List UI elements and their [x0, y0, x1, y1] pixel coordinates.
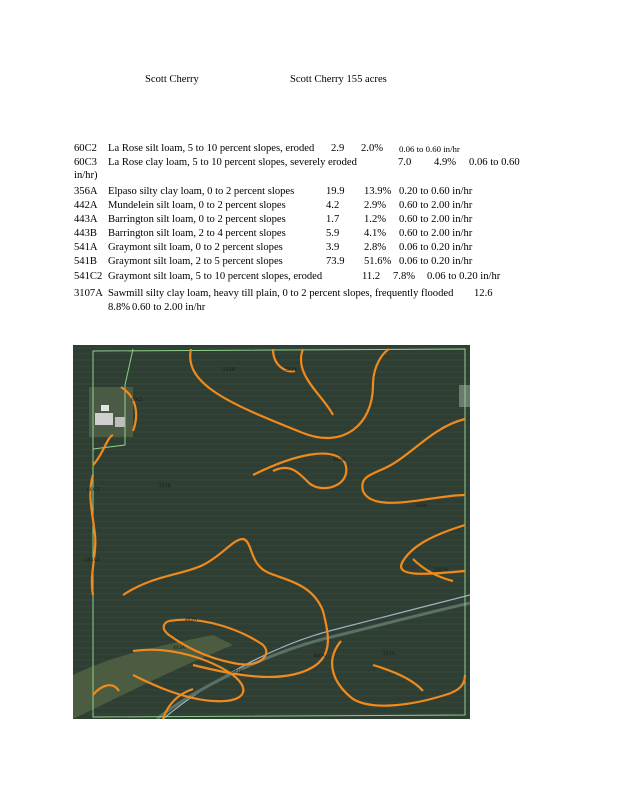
- soil-percent: 4.1%: [364, 228, 387, 239]
- soil-percent: 4.9%: [434, 157, 457, 168]
- map-label: 60C2: [131, 398, 143, 403]
- soil-symbol: 60C2: [74, 143, 97, 154]
- soil-symbol: 541A: [74, 242, 98, 253]
- map-label: 541B: [231, 670, 243, 675]
- soil-map: [73, 345, 470, 719]
- soil-permeability: 0.60 to 2.00 in/hr: [399, 214, 473, 225]
- soil-acres: 2.9: [331, 143, 345, 154]
- soil-permeability: 0.20 to 0.60 in/hr: [399, 186, 473, 197]
- soil-acres: 73.9: [326, 256, 345, 267]
- soil-permeability: 0.60 to 2.00 in/hr: [132, 302, 206, 313]
- soil-symbol: 443B: [74, 228, 97, 239]
- soil-symbol: 442A: [74, 200, 98, 211]
- soil-symbol: 3107A: [74, 288, 103, 299]
- soil-permeability: 0.06 to 0.60: [469, 157, 520, 168]
- map-label: 442A: [185, 618, 197, 623]
- house-roof: [101, 405, 109, 411]
- soil-acres: 4.2: [326, 200, 340, 211]
- soil-symbol: 356A: [74, 186, 98, 197]
- soil-name: Mundelein silt loam, 0 to 2 percent slopes: [108, 200, 286, 211]
- soil-name: Barrington silt loam, 2 to 4 percent slopes: [108, 228, 286, 239]
- map-label: 541C2: [85, 558, 100, 563]
- soil-acres: 19.9: [326, 186, 345, 197]
- soil-acres: 7.0: [398, 157, 412, 168]
- soil-name: Barrington silt loam, 0 to 2 percent slopes: [108, 214, 286, 225]
- soil-name: Elpaso silty clay loam, 0 to 2 percent slopes: [108, 186, 295, 197]
- map-label: 356A: [313, 654, 325, 659]
- map-label: 356A: [415, 504, 427, 509]
- barn-roof: [95, 413, 113, 425]
- soil-percent: 51.6%: [364, 256, 392, 267]
- map-label: 541A: [285, 368, 297, 373]
- soil-percent: 2.9%: [364, 200, 387, 211]
- soil-acres: 5.9: [326, 228, 340, 239]
- soil-permeability: 0.06 to 0.20 in/hr: [427, 271, 501, 282]
- soil-permeability: 0.06 to 0.20 in/hr: [399, 256, 473, 267]
- map-label: 60C3: [87, 488, 99, 493]
- soil-percent: 8.8%: [108, 302, 131, 313]
- map-label: 443A: [173, 646, 185, 651]
- soil-permeability: 0.60 to 2.00 in/hr: [399, 228, 473, 239]
- soil-symbol: 60C3: [74, 157, 97, 168]
- soil-name: Sawmill silty clay loam, heavy till plain, 0 to 2 percent slopes, frequently flooded: [108, 288, 454, 299]
- soil-percent: 7.8%: [393, 271, 416, 282]
- header-left: Scott Cherry: [145, 74, 199, 85]
- map-label: 3107A: [433, 568, 448, 573]
- soil-symbol: 541B: [74, 256, 97, 267]
- soil-name: La Rose clay loam, 5 to 10 percent slopes, severely eroded: [108, 157, 357, 168]
- soil-permeability: 0.06 to 0.20 in/hr: [399, 242, 473, 253]
- soil-name: Graymont silt loam, 2 to 5 percent slopes: [108, 256, 283, 267]
- soil-percent: 2.8%: [364, 242, 387, 253]
- soil-name: Graymont silt loam, 0 to 2 percent slopes: [108, 242, 283, 253]
- map-label: 443B: [333, 458, 345, 463]
- soil-permeability: 0.06 to 0.60 in/hr: [399, 144, 460, 154]
- soil-permeability: 0.60 to 2.00 in/hr: [399, 200, 473, 211]
- soil-name: La Rose silt loam, 5 to 10 percent slopes, eroded: [108, 143, 315, 154]
- soil-acres: 11.2: [362, 271, 381, 282]
- soil-percent: 1.2%: [364, 214, 387, 225]
- soil-map-svg: [73, 345, 470, 719]
- soil-symbol: 443A: [74, 214, 98, 225]
- soil-symbol: 541C2: [74, 271, 103, 282]
- soil-permeability-continued: in/hr): [74, 170, 98, 181]
- soil-name: Graymont silt loam, 5 to 10 percent slopes, eroded: [108, 271, 323, 282]
- soil-acres: 12.6: [474, 288, 493, 299]
- soil-acres: 1.7: [326, 214, 340, 225]
- soil-percent: 2.0%: [361, 143, 384, 154]
- header-right: Scott Cherry 155 acres: [290, 74, 387, 85]
- farmstead: [89, 387, 133, 437]
- map-label: 541A: [383, 652, 395, 657]
- map-label: 541B: [223, 368, 235, 373]
- soil-acres: 3.9: [326, 242, 340, 253]
- map-label: 541B: [159, 484, 171, 489]
- soil-percent: 13.9%: [364, 186, 392, 197]
- shed-roof: [115, 417, 125, 427]
